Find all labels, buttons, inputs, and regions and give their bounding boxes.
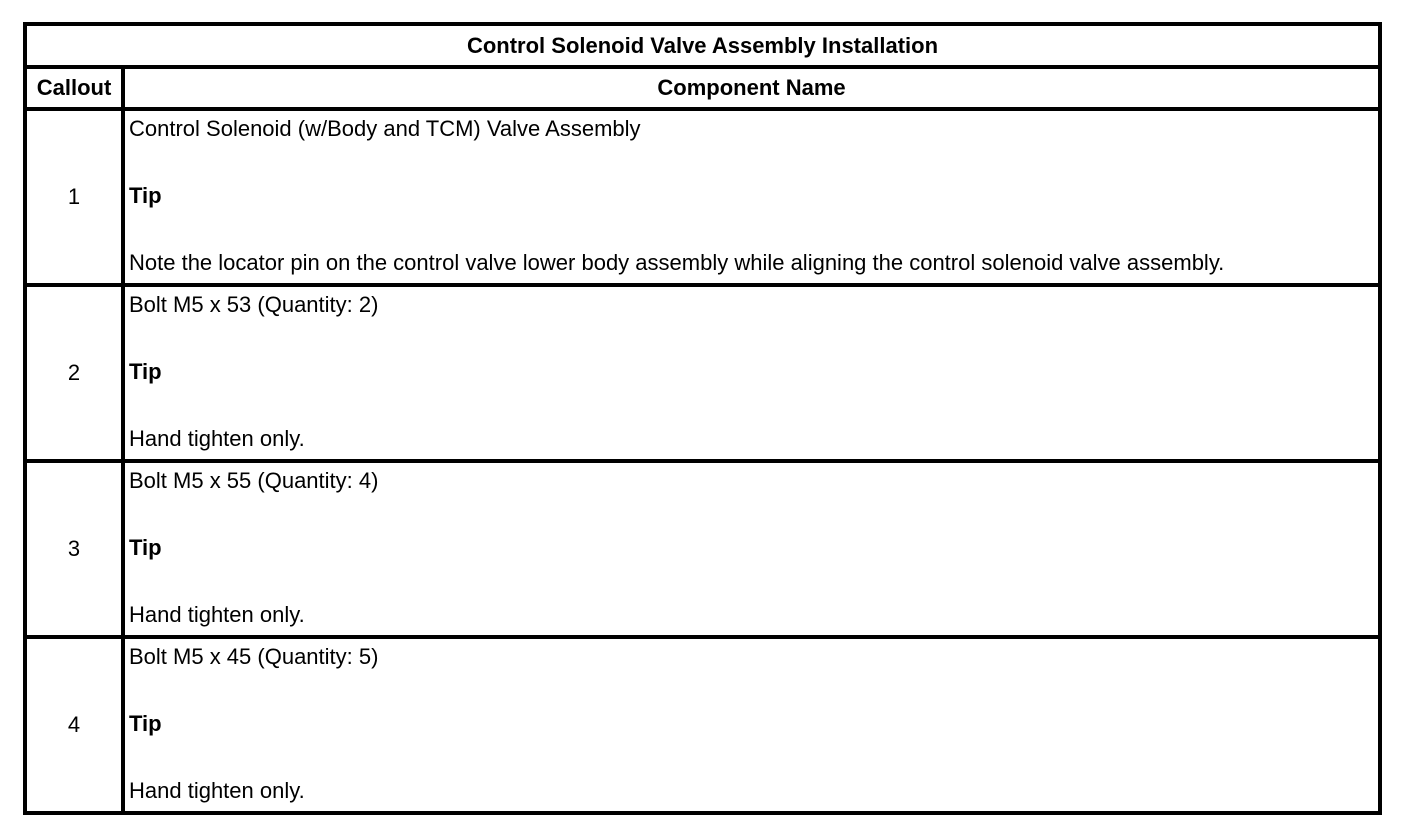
callout-number: 2: [25, 285, 123, 461]
table-row: [25, 285, 1380, 461]
tip-label: Tip: [129, 535, 162, 560]
tip-label: Tip: [129, 359, 162, 384]
tip-note: Note the locator pin on the control valve lower body assembly while aligning the control solenoid valve assembly.: [129, 250, 1225, 275]
table-row: [25, 461, 1380, 637]
callout-number: 4: [25, 637, 123, 813]
callout-number: 1: [25, 109, 123, 285]
tip-note: Hand tighten only.: [129, 778, 305, 803]
component-cell: [123, 109, 1380, 285]
tip-label: Tip: [129, 183, 162, 208]
table-row: [25, 109, 1380, 285]
component-cell: [123, 285, 1380, 461]
table-header-row: [25, 67, 1380, 109]
component-name-header: Component Name: [123, 67, 1380, 109]
tip-label: Tip: [129, 711, 162, 736]
table-row: [25, 637, 1380, 813]
callout-header: Callout: [25, 67, 123, 109]
tip-note: Hand tighten only.: [129, 426, 305, 451]
table-title-row: [25, 24, 1380, 67]
installation-table: [23, 22, 1382, 815]
component-cell: [123, 637, 1380, 813]
component-name: Bolt M5 x 45 (Quantity: 5): [129, 644, 379, 669]
component-name: Bolt M5 x 55 (Quantity: 4): [129, 468, 379, 493]
component-name: Bolt M5 x 53 (Quantity: 2): [129, 292, 379, 317]
table-title: Control Solenoid Valve Assembly Installation: [25, 24, 1380, 67]
component-name: Control Solenoid (w/Body and TCM) Valve Assembly: [129, 116, 641, 141]
component-cell: [123, 461, 1380, 637]
tip-note: Hand tighten only.: [129, 602, 305, 627]
callout-number: 3: [25, 461, 123, 637]
